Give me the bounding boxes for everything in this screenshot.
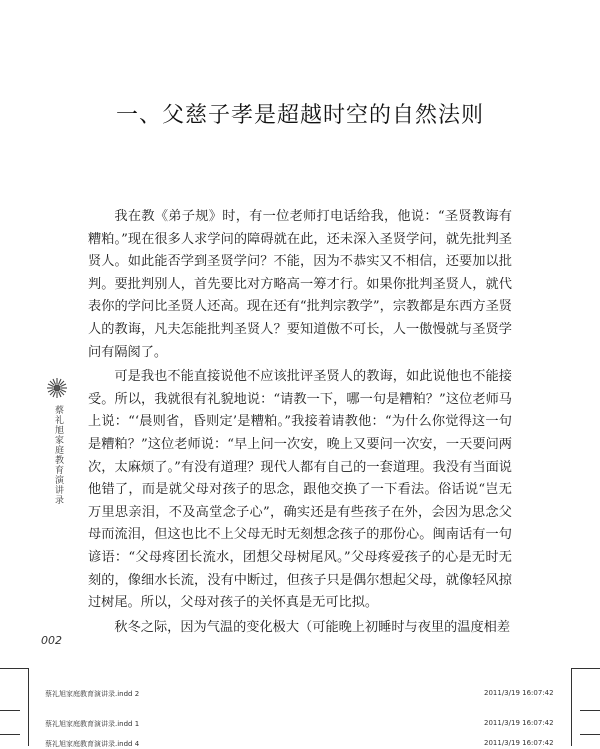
crop-mark (0, 734, 20, 735)
lotus-emblem-icon (46, 377, 68, 399)
side-book-title: 蔡礼旭家庭教育演讲录 (53, 405, 63, 505)
slug-file-name: 蔡礼旭家庭教育演讲录.indd 1 (45, 720, 140, 728)
page-number: 002 (41, 634, 62, 647)
slug-file-name: 蔡礼旭家庭教育演讲录.indd 2 (45, 690, 140, 698)
slug-timestamp: 2011/3/19 16:07:42 (484, 689, 554, 697)
slug-timestamp: 2011/3/19 16:07:42 (484, 739, 554, 747)
body-text (88, 206, 512, 639)
crop-mark (580, 710, 600, 711)
chapter-title: 一、父慈子孝是超越时空的自然法则 (115, 103, 484, 128)
crop-mark (572, 668, 600, 669)
slug-file-name: 蔡礼旭家庭教育演讲录.indd 4 (45, 740, 140, 748)
slug-timestamp: 2011/3/19 16:07:42 (484, 719, 554, 727)
crop-mark (571, 668, 572, 746)
crop-mark (580, 734, 600, 735)
crop-mark (28, 668, 29, 746)
paragraph-1: 我在教《弟子规》时，有一位老师打电话给我，他说：“圣贤教诲有糟粕。”现在很多人求学问的障碍就在此，还未深入圣贤学问，就先批判圣贤人。如此能否学到圣贤学问？不能，因为不恭实又不相信，还要加以批判。要批判别人，首先要比对方略高一筹才行。如果你批判圣贤人，就代表你的学问比圣贤人还高。现在还有“批判宗教学”，宗教都是东西方圣贤人的教诲，凡夫怎能批判圣贤人？要知道傲不可长，人一傲慢就与圣贤学问有隔阂了。 (88, 209, 512, 360)
paragraph-2: 可是我也不能直接说他不应该批评圣贤人的教诲，如此说他也不能接受。所以，我就很有礼貌地说：“请教一下，哪一句是糟粕？”这位老师马上说：“‘晨则省，昏则定’是糟粕。”我接着请教他：“为什么你觉得这一句是糟粕？”这位老师说：“早上问一次安，晚上又要问一次安，一天要问两次，太麻烦了。”有没有道理？现代人都有自己的一套道理。我没有当面说他错了，而是就父母对孩子的思念，跟他交换了一下看法。俗话说“岂无万里思亲泪，不及高堂念子心”，确实还是有些孩子在外，会因为思念父母而流泪，但这也比不上父母无时无刻想念孩子的那份心。闽南话有一句谚语：“父母疼团长流水，团想父母树尾风。”父母疼爱孩子的心是无时无刻的，像细水长流，没有中断过，但孩子只是偶尔想起父母，就像轻风掠过树尾。所以，父母对孩子的关怀真是无可比拟。 (88, 369, 512, 611)
crop-mark (0, 668, 28, 669)
paragraph-3: 秋冬之际，因为气温的变化极大（可能晚上初睡时与夜里的温度相差 (114, 619, 511, 635)
crop-mark (0, 710, 20, 711)
